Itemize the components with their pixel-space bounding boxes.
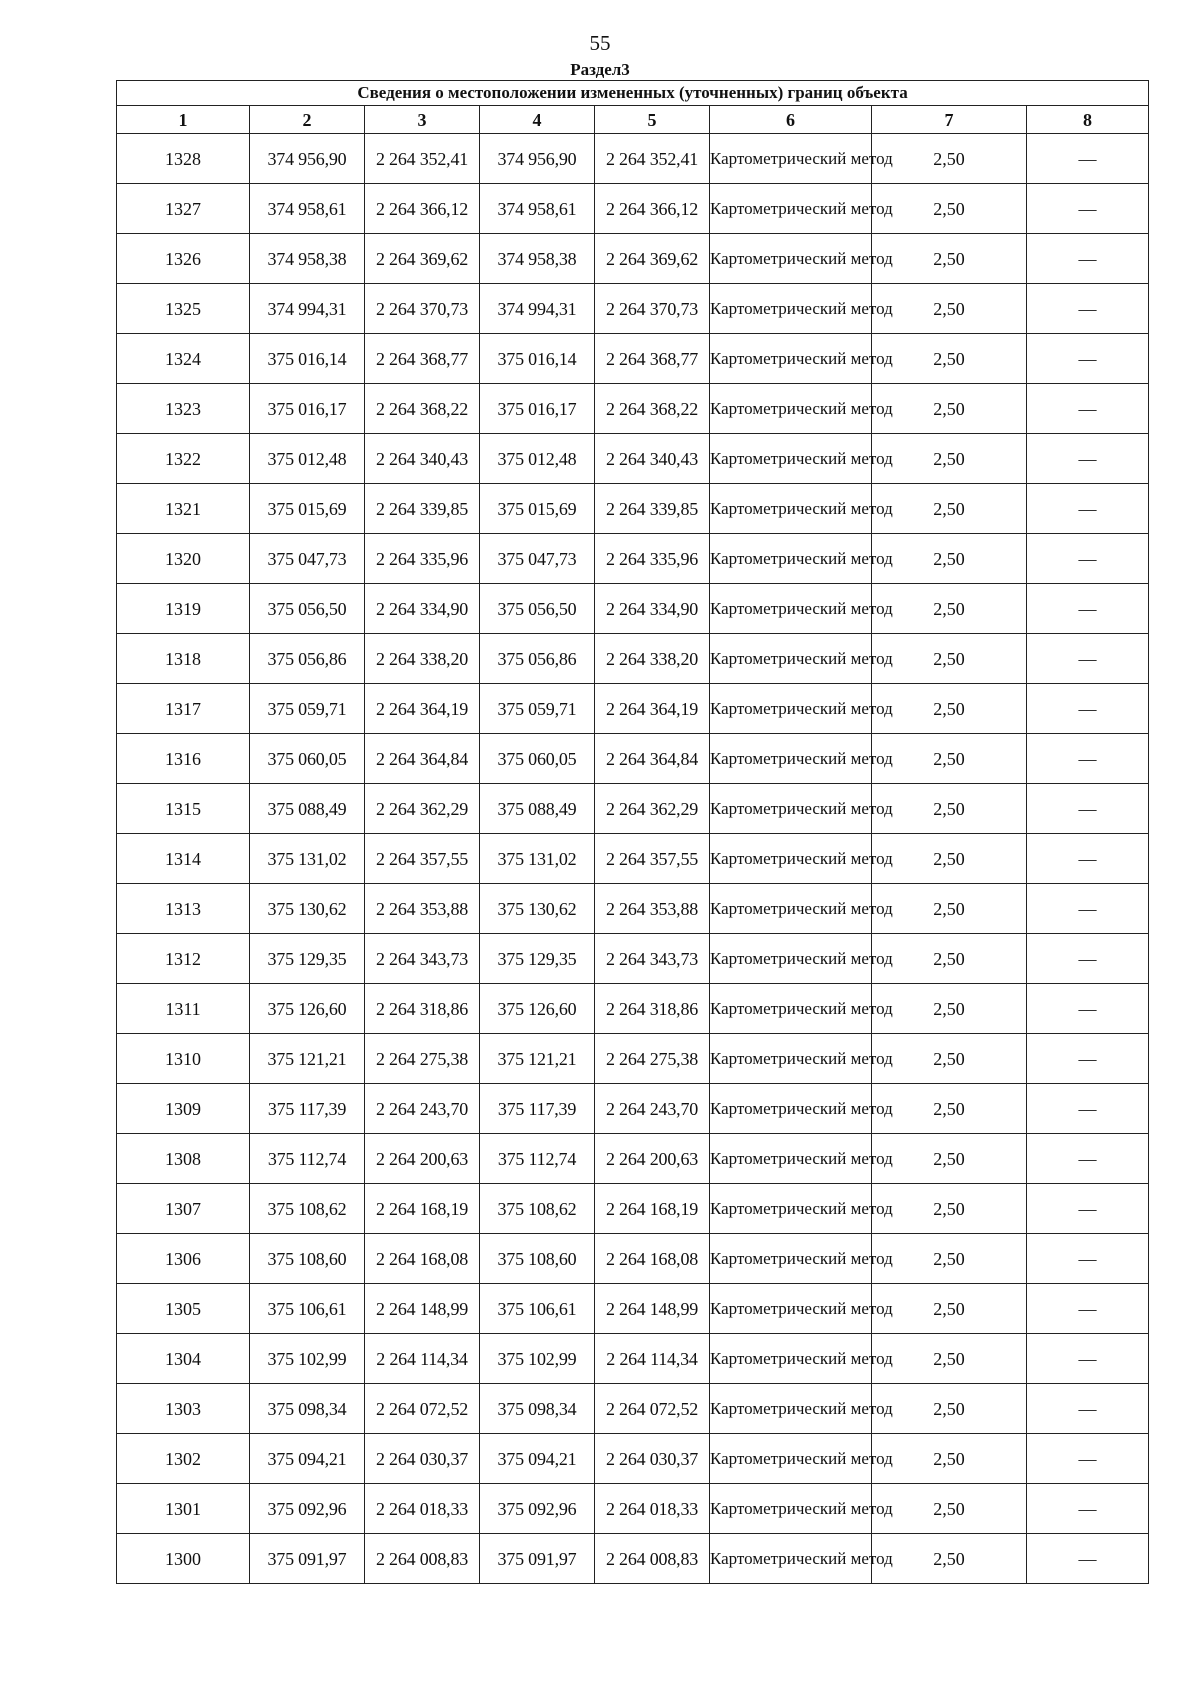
x-existing-cell: 375 126,60	[250, 984, 365, 1034]
x-existing-cell: 375 056,50	[250, 584, 365, 634]
point-number-cell: 1315	[117, 784, 250, 834]
table-row	[117, 334, 1149, 384]
point-number-cell: 1328	[117, 134, 250, 184]
x-existing-cell: 375 088,49	[250, 784, 365, 834]
x-existing-cell: 375 131,02	[250, 834, 365, 884]
x-existing-cell: 375 112,74	[250, 1134, 365, 1184]
x-new-cell: 375 047,73	[480, 534, 595, 584]
x-existing-cell: 375 129,35	[250, 934, 365, 984]
accuracy-cell: 2,50	[872, 384, 1027, 434]
accuracy-cell: 2,50	[872, 134, 1027, 184]
y-new-cell: 2 264 352,41	[595, 134, 710, 184]
table-row	[117, 484, 1149, 534]
description-cell: —	[1027, 934, 1149, 984]
description-cell: —	[1027, 334, 1149, 384]
method-cell: Картометрический метод	[710, 834, 872, 884]
table-row	[117, 434, 1149, 484]
accuracy-cell: 2,50	[872, 784, 1027, 834]
point-number-cell: 1319	[117, 584, 250, 634]
accuracy-cell: 2,50	[872, 1134, 1027, 1184]
y-existing-cell: 2 264 008,83	[365, 1534, 480, 1584]
y-existing-cell: 2 264 168,19	[365, 1184, 480, 1234]
method-cell: Картометрический метод	[710, 1284, 872, 1334]
point-number-cell: 1308	[117, 1134, 250, 1184]
table-row	[117, 1034, 1149, 1084]
y-new-cell: 2 264 364,19	[595, 684, 710, 734]
accuracy-cell: 2,50	[872, 1384, 1027, 1434]
accuracy-cell: 2,50	[872, 1234, 1027, 1284]
table-row	[117, 984, 1149, 1034]
description-cell: —	[1027, 1034, 1149, 1084]
description-cell: —	[1027, 434, 1149, 484]
accuracy-cell: 2,50	[872, 1284, 1027, 1334]
description-cell: —	[1027, 1184, 1149, 1234]
table-row	[117, 1434, 1149, 1484]
y-new-cell: 2 264 168,08	[595, 1234, 710, 1284]
point-number-cell: 1314	[117, 834, 250, 884]
y-existing-cell: 2 264 343,73	[365, 934, 480, 984]
x-new-cell: 375 056,50	[480, 584, 595, 634]
y-existing-cell: 2 264 334,90	[365, 584, 480, 634]
description-cell: —	[1027, 1334, 1149, 1384]
x-existing-cell: 374 994,31	[250, 284, 365, 334]
y-existing-cell: 2 264 339,85	[365, 484, 480, 534]
x-existing-cell: 375 047,73	[250, 534, 365, 584]
method-cell: Картометрический метод	[710, 234, 872, 284]
description-cell: —	[1027, 234, 1149, 284]
y-new-cell: 2 264 353,88	[595, 884, 710, 934]
y-existing-cell: 2 264 353,88	[365, 884, 480, 934]
point-number-cell: 1306	[117, 1234, 250, 1284]
y-new-cell: 2 264 018,33	[595, 1484, 710, 1534]
table-row	[117, 934, 1149, 984]
description-cell: —	[1027, 1284, 1149, 1334]
x-existing-cell: 375 108,60	[250, 1234, 365, 1284]
table-row	[117, 1334, 1149, 1384]
y-new-cell: 2 264 008,83	[595, 1534, 710, 1584]
x-existing-cell: 375 015,69	[250, 484, 365, 534]
description-cell: —	[1027, 484, 1149, 534]
table-row	[117, 634, 1149, 684]
x-new-cell: 375 059,71	[480, 684, 595, 734]
accuracy-cell: 2,50	[872, 184, 1027, 234]
x-existing-cell: 375 012,48	[250, 434, 365, 484]
table-row	[117, 534, 1149, 584]
table-row	[117, 1084, 1149, 1134]
y-new-cell: 2 264 368,22	[595, 384, 710, 434]
x-new-cell: 374 956,90	[480, 134, 595, 184]
point-number-cell: 1318	[117, 634, 250, 684]
description-cell: —	[1027, 1484, 1149, 1534]
x-new-cell: 375 121,21	[480, 1034, 595, 1084]
x-new-cell: 374 958,38	[480, 234, 595, 284]
y-new-cell: 2 264 334,90	[595, 584, 710, 634]
description-cell: —	[1027, 1434, 1149, 1484]
x-existing-cell: 375 056,86	[250, 634, 365, 684]
table-caption-row	[117, 81, 1149, 106]
method-cell: Картометрический метод	[710, 434, 872, 484]
x-new-cell: 375 112,74	[480, 1134, 595, 1184]
description-cell: —	[1027, 684, 1149, 734]
method-cell: Картометрический метод	[710, 1434, 872, 1484]
y-existing-cell: 2 264 275,38	[365, 1034, 480, 1084]
accuracy-cell: 2,50	[872, 1484, 1027, 1534]
x-existing-cell: 375 092,96	[250, 1484, 365, 1534]
x-new-cell: 375 060,05	[480, 734, 595, 784]
description-cell: —	[1027, 1134, 1149, 1184]
point-number-cell: 1301	[117, 1484, 250, 1534]
point-number-cell: 1322	[117, 434, 250, 484]
y-existing-cell: 2 264 030,37	[365, 1434, 480, 1484]
y-existing-cell: 2 264 366,12	[365, 184, 480, 234]
accuracy-cell: 2,50	[872, 584, 1027, 634]
accuracy-cell: 2,50	[872, 234, 1027, 284]
point-number-cell: 1326	[117, 234, 250, 284]
method-cell: Картометрический метод	[710, 284, 872, 334]
y-new-cell: 2 264 370,73	[595, 284, 710, 334]
method-cell: Картометрический метод	[710, 334, 872, 384]
method-cell: Картометрический метод	[710, 634, 872, 684]
table-row	[117, 1234, 1149, 1284]
table-row	[117, 1284, 1149, 1334]
x-existing-cell: 375 091,97	[250, 1534, 365, 1584]
accuracy-cell: 2,50	[872, 534, 1027, 584]
method-cell: Картометрический метод	[710, 1534, 872, 1584]
y-existing-cell: 2 264 340,43	[365, 434, 480, 484]
x-existing-cell: 374 958,38	[250, 234, 365, 284]
x-new-cell: 375 012,48	[480, 434, 595, 484]
x-existing-cell: 375 108,62	[250, 1184, 365, 1234]
x-new-cell: 374 958,61	[480, 184, 595, 234]
accuracy-cell: 2,50	[872, 634, 1027, 684]
y-existing-cell: 2 264 362,29	[365, 784, 480, 834]
method-cell: Картометрический метод	[710, 934, 872, 984]
table-row	[117, 1384, 1149, 1434]
method-cell: Картометрический метод	[710, 484, 872, 534]
x-existing-cell: 375 130,62	[250, 884, 365, 934]
y-new-cell: 2 264 275,38	[595, 1034, 710, 1084]
accuracy-cell: 2,50	[872, 284, 1027, 334]
accuracy-cell: 2,50	[872, 984, 1027, 1034]
description-cell: —	[1027, 1534, 1149, 1584]
x-new-cell: 375 098,34	[480, 1384, 595, 1434]
column-header: 3	[365, 106, 480, 134]
method-cell: Картометрический метод	[710, 384, 872, 434]
y-new-cell: 2 264 357,55	[595, 834, 710, 884]
section-title: Раздел3	[570, 60, 630, 79]
column-header: 6	[710, 106, 872, 134]
method-cell: Картометрический метод	[710, 534, 872, 584]
y-existing-cell: 2 264 200,63	[365, 1134, 480, 1184]
x-new-cell: 375 108,60	[480, 1234, 595, 1284]
y-existing-cell: 2 264 368,22	[365, 384, 480, 434]
x-existing-cell: 375 016,17	[250, 384, 365, 434]
table-row	[117, 1534, 1149, 1584]
table-row	[117, 884, 1149, 934]
method-cell: Картометрический метод	[710, 184, 872, 234]
method-cell: Картометрический метод	[710, 1084, 872, 1134]
description-cell: —	[1027, 834, 1149, 884]
y-existing-cell: 2 264 072,52	[365, 1384, 480, 1434]
point-number-cell: 1310	[117, 1034, 250, 1084]
x-existing-cell: 375 117,39	[250, 1084, 365, 1134]
x-existing-cell: 375 094,21	[250, 1434, 365, 1484]
y-new-cell: 2 264 200,63	[595, 1134, 710, 1184]
point-number-cell: 1324	[117, 334, 250, 384]
y-existing-cell: 2 264 335,96	[365, 534, 480, 584]
description-cell: —	[1027, 134, 1149, 184]
y-new-cell: 2 264 368,77	[595, 334, 710, 384]
y-new-cell: 2 264 168,19	[595, 1184, 710, 1234]
column-header: 5	[595, 106, 710, 134]
y-existing-cell: 2 264 352,41	[365, 134, 480, 184]
method-cell: Картометрический метод	[710, 684, 872, 734]
y-new-cell: 2 264 369,62	[595, 234, 710, 284]
method-cell: Картометрический метод	[710, 984, 872, 1034]
y-existing-cell: 2 264 338,20	[365, 634, 480, 684]
accuracy-cell: 2,50	[872, 884, 1027, 934]
y-new-cell: 2 264 338,20	[595, 634, 710, 684]
x-new-cell: 375 056,86	[480, 634, 595, 684]
description-cell: —	[1027, 1234, 1149, 1284]
y-new-cell: 2 264 364,84	[595, 734, 710, 784]
point-number-cell: 1312	[117, 934, 250, 984]
y-new-cell: 2 264 030,37	[595, 1434, 710, 1484]
table-row	[117, 1134, 1149, 1184]
method-cell: Картометрический метод	[710, 134, 872, 184]
point-number-cell: 1323	[117, 384, 250, 434]
x-existing-cell: 375 016,14	[250, 334, 365, 384]
method-cell: Картометрический метод	[710, 1334, 872, 1384]
table-row	[117, 234, 1149, 284]
table-row	[117, 584, 1149, 634]
y-existing-cell: 2 264 318,86	[365, 984, 480, 1034]
x-existing-cell: 375 059,71	[250, 684, 365, 734]
table-row	[117, 1184, 1149, 1234]
method-cell: Картометрический метод	[710, 1134, 872, 1184]
point-number-cell: 1320	[117, 534, 250, 584]
point-number-cell: 1327	[117, 184, 250, 234]
column-header: 7	[872, 106, 1027, 134]
table-caption: Сведения о местоположении измененных (уточненных) границ объекта	[117, 81, 1149, 106]
x-existing-cell: 374 956,90	[250, 134, 365, 184]
x-new-cell: 375 108,62	[480, 1184, 595, 1234]
accuracy-cell: 2,50	[872, 1434, 1027, 1484]
point-number-cell: 1316	[117, 734, 250, 784]
table-row	[117, 284, 1149, 334]
x-existing-cell: 374 958,61	[250, 184, 365, 234]
point-number-cell: 1300	[117, 1534, 250, 1584]
point-number-cell: 1307	[117, 1184, 250, 1234]
accuracy-cell: 2,50	[872, 1084, 1027, 1134]
y-existing-cell: 2 264 364,19	[365, 684, 480, 734]
column-header: 1	[117, 106, 250, 134]
description-cell: —	[1027, 534, 1149, 584]
description-cell: —	[1027, 184, 1149, 234]
y-existing-cell: 2 264 368,77	[365, 334, 480, 384]
accuracy-cell: 2,50	[872, 934, 1027, 984]
y-new-cell: 2 264 343,73	[595, 934, 710, 984]
point-number-cell: 1304	[117, 1334, 250, 1384]
x-new-cell: 374 994,31	[480, 284, 595, 334]
x-existing-cell: 375 121,21	[250, 1034, 365, 1084]
x-existing-cell: 375 060,05	[250, 734, 365, 784]
x-new-cell: 375 094,21	[480, 1434, 595, 1484]
point-number-cell: 1305	[117, 1284, 250, 1334]
table-row	[117, 784, 1149, 834]
y-new-cell: 2 264 366,12	[595, 184, 710, 234]
column-header: 4	[480, 106, 595, 134]
accuracy-cell: 2,50	[872, 734, 1027, 784]
x-new-cell: 375 131,02	[480, 834, 595, 884]
y-new-cell: 2 264 243,70	[595, 1084, 710, 1134]
y-existing-cell: 2 264 357,55	[365, 834, 480, 884]
method-cell: Картометрический метод	[710, 584, 872, 634]
table-row	[117, 1484, 1149, 1534]
page-number: 55	[589, 31, 611, 55]
method-cell: Картометрический метод	[710, 1384, 872, 1434]
table-row	[117, 384, 1149, 434]
point-number-cell: 1303	[117, 1384, 250, 1434]
table-row	[117, 684, 1149, 734]
y-new-cell: 2 264 339,85	[595, 484, 710, 534]
y-existing-cell: 2 264 168,08	[365, 1234, 480, 1284]
y-existing-cell: 2 264 243,70	[365, 1084, 480, 1134]
accuracy-cell: 2,50	[872, 1184, 1027, 1234]
x-new-cell: 375 016,14	[480, 334, 595, 384]
x-new-cell: 375 106,61	[480, 1284, 595, 1334]
point-number-cell: 1317	[117, 684, 250, 734]
accuracy-cell: 2,50	[872, 434, 1027, 484]
method-cell: Картометрический метод	[710, 784, 872, 834]
method-cell: Картометрический метод	[710, 884, 872, 934]
accuracy-cell: 2,50	[872, 1334, 1027, 1384]
table-row	[117, 734, 1149, 784]
accuracy-cell: 2,50	[872, 834, 1027, 884]
description-cell: —	[1027, 784, 1149, 834]
y-existing-cell: 2 264 148,99	[365, 1284, 480, 1334]
x-new-cell: 375 117,39	[480, 1084, 595, 1134]
y-existing-cell: 2 264 369,62	[365, 234, 480, 284]
y-new-cell: 2 264 335,96	[595, 534, 710, 584]
method-cell: Картометрический метод	[710, 1034, 872, 1084]
y-new-cell: 2 264 340,43	[595, 434, 710, 484]
description-cell: —	[1027, 984, 1149, 1034]
point-number-cell: 1309	[117, 1084, 250, 1134]
table-row	[117, 134, 1149, 184]
y-existing-cell: 2 264 364,84	[365, 734, 480, 784]
description-cell: —	[1027, 1084, 1149, 1134]
x-new-cell: 375 130,62	[480, 884, 595, 934]
description-cell: —	[1027, 734, 1149, 784]
x-existing-cell: 375 106,61	[250, 1284, 365, 1334]
method-cell: Картометрический метод	[710, 1484, 872, 1534]
point-number-cell: 1302	[117, 1434, 250, 1484]
accuracy-cell: 2,50	[872, 484, 1027, 534]
accuracy-cell: 2,50	[872, 334, 1027, 384]
x-new-cell: 375 088,49	[480, 784, 595, 834]
description-cell: —	[1027, 1384, 1149, 1434]
description-cell: —	[1027, 284, 1149, 334]
x-new-cell: 375 102,99	[480, 1334, 595, 1384]
boundary-coordinates-table	[116, 80, 1149, 1584]
y-existing-cell: 2 264 018,33	[365, 1484, 480, 1534]
accuracy-cell: 2,50	[872, 1534, 1027, 1584]
table-row	[117, 834, 1149, 884]
method-cell: Картометрический метод	[710, 1184, 872, 1234]
description-cell: —	[1027, 584, 1149, 634]
x-existing-cell: 375 098,34	[250, 1384, 365, 1434]
x-new-cell: 375 129,35	[480, 934, 595, 984]
method-cell: Картометрический метод	[710, 1234, 872, 1284]
point-number-cell: 1313	[117, 884, 250, 934]
x-new-cell: 375 015,69	[480, 484, 595, 534]
point-number-cell: 1321	[117, 484, 250, 534]
x-existing-cell: 375 102,99	[250, 1334, 365, 1384]
table-row	[117, 184, 1149, 234]
table-header-row	[117, 106, 1149, 134]
point-number-cell: 1325	[117, 284, 250, 334]
table-body	[117, 134, 1149, 1584]
point-number-cell: 1311	[117, 984, 250, 1034]
column-header: 2	[250, 106, 365, 134]
y-existing-cell: 2 264 370,73	[365, 284, 480, 334]
accuracy-cell: 2,50	[872, 1034, 1027, 1084]
method-cell: Картометрический метод	[710, 734, 872, 784]
y-new-cell: 2 264 318,86	[595, 984, 710, 1034]
y-new-cell: 2 264 362,29	[595, 784, 710, 834]
description-cell: —	[1027, 384, 1149, 434]
y-new-cell: 2 264 114,34	[595, 1334, 710, 1384]
accuracy-cell: 2,50	[872, 684, 1027, 734]
x-new-cell: 375 016,17	[480, 384, 595, 434]
y-new-cell: 2 264 148,99	[595, 1284, 710, 1334]
x-new-cell: 375 091,97	[480, 1534, 595, 1584]
y-new-cell: 2 264 072,52	[595, 1384, 710, 1434]
description-cell: —	[1027, 884, 1149, 934]
y-existing-cell: 2 264 114,34	[365, 1334, 480, 1384]
column-header: 8	[1027, 106, 1149, 134]
x-new-cell: 375 126,60	[480, 984, 595, 1034]
description-cell: —	[1027, 634, 1149, 684]
x-new-cell: 375 092,96	[480, 1484, 595, 1534]
